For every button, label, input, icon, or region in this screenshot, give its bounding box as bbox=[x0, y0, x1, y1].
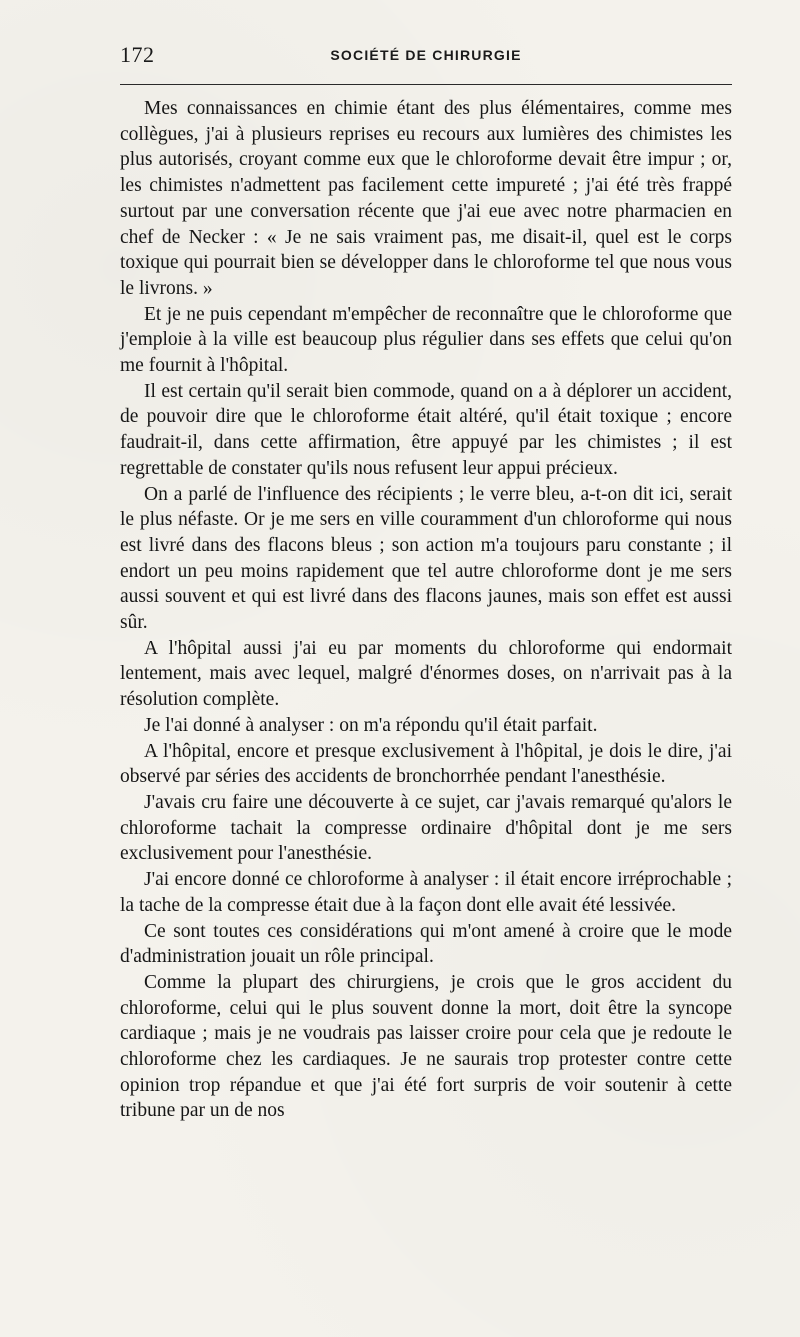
paragraph-7: A l'hôpital, encore et presque exclusivement à l'hôpital, je dois le dire, j'ai observé par séries des accidents de bronchorrhée pendant l'anesthésie. bbox=[120, 740, 732, 788]
paragraph-8: J'avais cru faire une découverte à ce sujet, car j'avais remarqué qu'alors le chloroforme tachait la compresse ordinaire d'hôpital dont je me sers exclusivement pour l'anesthésie. bbox=[120, 791, 732, 865]
paragraph-3: Il est certain qu'il serait bien commode, quand on a à déplorer un accident, de pouvoir dire que le chloroforme était altéré, qu'il était toxique ; encore faudrait-il, dans cette affirmation, être appuyé par les chimistes ; il est regrettable de constater qu'ils nous refusent leur appui précieux. bbox=[120, 380, 732, 479]
header-title: SOCIÉTÉ DE CHIRURGIE bbox=[330, 47, 522, 63]
paragraph-6: Je l'ai donné à analyser : on m'a répondu qu'il était parfait. bbox=[144, 714, 598, 736]
paragraph-9: J'ai encore donné ce chloroforme à analyser : il était encore irréprochable ; la tache de la compresse était due à la façon dont elle avait été lessivée. bbox=[120, 869, 732, 916]
paragraph-2: Et je ne puis cependant m'empêcher de reconnaître que le chloroforme que j'emploie à la ville est beaucoup plus régulier dans ses effets que celui qu'on me fournit à l'hôpital. bbox=[120, 303, 732, 377]
body-text bbox=[120, 96, 732, 1124]
page-number: 172 bbox=[120, 42, 155, 67]
paragraph-11: Comme la plupart des chirurgiens, je crois que le gros accident du chloroforme, celui qui le plus souvent donne la mort, doit être la syncope cardiaque ; mais je ne voudrais pas laisser croire pour cela que je redoute le chloroforme chez les cardiaques. Je ne saurais trop protester contre cette opinion trop répandue et que j'ai été fort surpris de voir soutenir à cette tribune par un de nos bbox=[120, 971, 732, 1122]
paragraph-4: On a parlé de l'influence des récipients ; le verre bleu, a-t-on dit ici, serait le plus néfaste. Or je me sers en ville couramment d'un chloroforme qui nous est livré dans des flacons bleus ; son action m'a toujours paru constante ; il endort un peu moins rapidement que tel autre chloroforme dont je me sers aussi souvent et qui est livré dans des flacons jaunes, mais son effet est aussi sûr. bbox=[120, 483, 732, 634]
paragraph-1: Mes connaissances en chimie étant des plus élémentaires, comme mes collègues, j'ai à plusieurs reprises eu recours aux lumières des chimistes les plus autorisés, croyant comme eux que le chloroforme devait être impur ; or, les chimistes n'admettent pas facilement cette impureté ; j'ai été très frappé surtout par une conversation récente que j'ai eue avec notre pharmacien en chef de Necker : « Je ne sais vraiment pas, me disait-il, quel est le corps toxique qui pourrait bien se développer dans le chloroforme tel que nous vous le livrons. » bbox=[120, 98, 732, 299]
running-head bbox=[120, 42, 732, 72]
paragraph-10: Ce sont toutes ces considérations qui m'ont amené à croire que le mode d'administration jouait un rôle principal. bbox=[120, 920, 732, 968]
paragraph-5: A l'hôpital aussi j'ai eu par moments du chloroforme qui endormait lentement, mais avec lequel, malgré d'énormes doses, on n'arrivait pas à la résolution complète. bbox=[120, 637, 732, 711]
header-rule bbox=[120, 84, 732, 85]
